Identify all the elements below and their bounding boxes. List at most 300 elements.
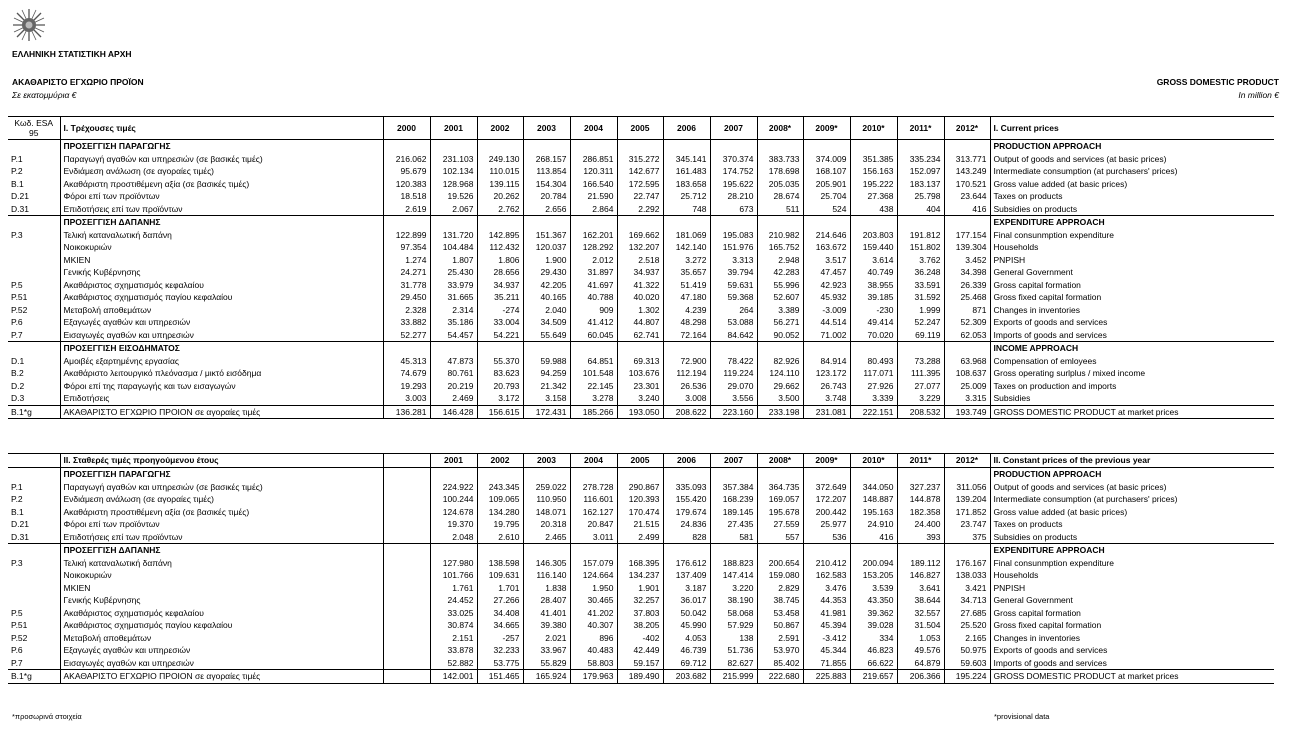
description-greek: Επιδοτήσεις επί των προϊόντων — [60, 203, 383, 216]
value-cell: 24.910 — [850, 518, 897, 531]
value-cell: 3.187 — [663, 582, 710, 595]
value-cell: 134.237 — [617, 569, 663, 582]
value-cell: 144.878 — [897, 493, 944, 506]
value-cell: 2.762 — [477, 203, 523, 216]
value-cell: 174.752 — [710, 165, 757, 178]
value-cell: 25.520 — [944, 619, 990, 632]
value-cell: 162.201 — [570, 229, 617, 242]
value-cell: 78.422 — [710, 355, 757, 368]
description-english: GROSS DOMESTIC PRODUCT at market prices — [990, 405, 1274, 419]
value-cell: 24.400 — [897, 518, 944, 531]
esa-code: P.5 — [11, 279, 23, 290]
value-cell: 327.237 — [897, 481, 944, 494]
esa-code: D.31 — [11, 203, 29, 214]
value-cell: 222.680 — [757, 670, 803, 684]
value-cell: 59.368 — [710, 291, 757, 304]
value-cell: 47.180 — [663, 291, 710, 304]
value-cell: 116.140 — [523, 569, 570, 582]
table-row — [8, 531, 1274, 544]
value-cell: 3.452 — [944, 254, 990, 267]
value-cell: 315.272 — [617, 153, 663, 166]
value-cell: 157.079 — [570, 557, 617, 570]
value-cell: 370.374 — [710, 153, 757, 166]
value-cell: 100.244 — [430, 493, 477, 506]
value-cell: 55.649 — [523, 329, 570, 342]
value-cell — [477, 544, 523, 557]
value-cell — [944, 544, 990, 557]
description-english: Changes in inventories — [993, 304, 1080, 315]
value-cell: 1.053 — [897, 632, 944, 645]
esa-code — [8, 140, 60, 153]
value-cell: 123.172 — [803, 367, 850, 380]
value-cell: 2.165 — [944, 632, 990, 645]
value-cell: 172.431 — [523, 405, 570, 419]
value-cell: 45.990 — [663, 619, 710, 632]
value-cell: 55.370 — [477, 355, 523, 368]
description-greek: ΑΚΑΘΑΡΙΣΤΟ ΕΓΧΩΡΙΟ ΠΡΟΙΟΝ σε αγοραίες τιμές — [60, 670, 383, 684]
value-cell: 2.465 — [523, 531, 570, 544]
year-header: 2010* — [850, 117, 897, 140]
description-greek: Ακαθάριστος σχηματισμός κεφαλαίου — [60, 607, 383, 620]
value-cell: 3.272 — [663, 254, 710, 267]
value-cell: 139.204 — [944, 493, 990, 506]
description-english: GROSS DOMESTIC PRODUCT at market prices — [990, 670, 1274, 684]
value-cell: 166.540 — [570, 178, 617, 191]
value-cell: 71.855 — [803, 657, 850, 670]
code-column-header: Κωδ. ESA 95 — [8, 117, 60, 140]
value-cell: 748 — [663, 203, 710, 216]
value-cell: 27.435 — [710, 518, 757, 531]
value-cell — [523, 468, 570, 481]
description-greek: Φόροι επί των προϊόντων — [60, 518, 383, 531]
value-cell: 47.873 — [430, 355, 477, 368]
value-cell: 147.414 — [710, 569, 757, 582]
value-cell — [710, 544, 757, 557]
value-cell: 159.080 — [757, 569, 803, 582]
value-cell: 120.393 — [617, 493, 663, 506]
value-cell — [430, 140, 477, 153]
value-cell: 200.654 — [757, 557, 803, 570]
value-cell — [383, 481, 430, 494]
value-cell: 23.301 — [617, 380, 663, 393]
value-cell: 2.864 — [570, 203, 617, 216]
value-cell: 23.747 — [944, 518, 990, 531]
value-cell: 55.829 — [523, 657, 570, 670]
description-english: EXPENDITURE APPROACH — [990, 544, 1274, 557]
value-cell — [430, 544, 477, 557]
description-english: PNPISH — [993, 254, 1026, 265]
value-cell: 80.761 — [430, 367, 477, 380]
value-cell — [617, 468, 663, 481]
esa-code — [8, 468, 60, 481]
value-cell — [944, 216, 990, 229]
value-cell: 351.385 — [850, 153, 897, 166]
value-cell: 53.458 — [757, 607, 803, 620]
value-cell: 72.164 — [663, 329, 710, 342]
value-cell: 2.591 — [757, 632, 803, 645]
value-cell — [617, 216, 663, 229]
value-cell: 53.970 — [757, 644, 803, 657]
value-cell — [570, 342, 617, 355]
description-english: Exports of goods and services — [993, 645, 1108, 655]
value-cell — [757, 342, 803, 355]
esa-code: P.7 — [11, 657, 23, 668]
value-cell: 176.612 — [663, 557, 710, 570]
value-cell: 25.704 — [803, 190, 850, 203]
value-cell — [663, 216, 710, 229]
table-row — [8, 481, 1274, 494]
value-cell: 2.292 — [617, 203, 663, 216]
value-cell — [663, 342, 710, 355]
value-cell: 404 — [897, 203, 944, 216]
value-cell: 153.205 — [850, 569, 897, 582]
unit-label-english: In million € — [1238, 90, 1279, 100]
unit-label-greek: Σε εκατομμύρια € — [12, 90, 77, 100]
value-cell: 120.311 — [570, 165, 617, 178]
table-row — [8, 316, 1274, 329]
organization-name: ΕΛΛΗΝΙΚΗ ΣΤΑΤΙΣΤΙΚΗ ΑΡΧΗ — [12, 49, 132, 59]
value-cell: 29.430 — [523, 266, 570, 279]
value-cell: 172.595 — [617, 178, 663, 191]
value-cell: 142.677 — [617, 165, 663, 178]
value-cell: 151.802 — [897, 241, 944, 254]
value-cell — [383, 644, 430, 657]
year-header: 2007 — [710, 454, 757, 468]
description-greek: Μεταβολή αποθεμάτων — [60, 304, 383, 317]
value-cell: 36.017 — [663, 594, 710, 607]
value-cell: 2.048 — [430, 531, 477, 544]
esa-code: B.1 — [11, 506, 24, 517]
value-cell — [383, 632, 430, 645]
table-row — [8, 229, 1274, 242]
value-cell: 45.313 — [383, 355, 430, 368]
value-cell: 210.412 — [803, 557, 850, 570]
description-greek: Γενικής Κυβέρνησης — [60, 266, 383, 279]
description-english: Gross value added (at basic prices) — [993, 506, 1128, 517]
value-cell: 31.665 — [430, 291, 477, 304]
value-cell: 70.020 — [850, 329, 897, 342]
description-english: Final consunmption expenditure — [993, 229, 1114, 240]
description-greek: ΠΡΟΣΕΓΓΙΣΗ ΠΑΡΑΓΩΓΗΣ — [60, 140, 383, 153]
value-cell: 146.428 — [430, 405, 477, 419]
value-cell: 3.641 — [897, 582, 944, 595]
year-header: 2004 — [570, 454, 617, 468]
value-cell: 42.923 — [803, 279, 850, 292]
value-cell: 33.967 — [523, 644, 570, 657]
table-row — [8, 518, 1274, 531]
value-cell: 59.631 — [710, 279, 757, 292]
description-english: Subsidies on products — [993, 203, 1078, 214]
description-greek: Γενικής Κυβέρνησης — [60, 594, 383, 607]
value-cell: 188.823 — [710, 557, 757, 570]
value-cell: 193.050 — [617, 405, 663, 419]
value-cell: 30.465 — [570, 594, 617, 607]
value-cell: 2.499 — [617, 531, 663, 544]
description-english: Output of goods and services (at basic prices) — [993, 481, 1167, 492]
value-cell — [663, 140, 710, 153]
value-cell: 97.354 — [383, 241, 430, 254]
value-cell: 154.304 — [523, 178, 570, 191]
value-cell: 112.432 — [477, 241, 523, 254]
value-cell: 45.932 — [803, 291, 850, 304]
value-cell: 1.806 — [477, 254, 523, 267]
value-cell: 203.803 — [850, 229, 897, 242]
value-cell: 26.536 — [663, 380, 710, 393]
value-cell: 511 — [757, 203, 803, 216]
value-cell: 3.500 — [757, 392, 803, 405]
value-cell: 1.950 — [570, 582, 617, 595]
esa-code: B.1*g — [8, 405, 60, 419]
value-cell: 208.532 — [897, 405, 944, 419]
esa-code — [8, 266, 60, 279]
year-header: 2008* — [757, 454, 803, 468]
value-cell — [383, 594, 430, 607]
value-cell: 52.882 — [430, 657, 477, 670]
value-cell — [477, 342, 523, 355]
table-row — [8, 619, 1274, 632]
value-cell: 38.745 — [757, 594, 803, 607]
value-cell: 50.867 — [757, 619, 803, 632]
table-row — [8, 392, 1274, 405]
value-cell: 1.901 — [617, 582, 663, 595]
value-cell — [383, 342, 430, 355]
table-row — [8, 657, 1274, 670]
value-cell: 38.190 — [710, 594, 757, 607]
value-cell: 44.353 — [803, 594, 850, 607]
value-cell: 193.749 — [944, 405, 990, 419]
year-header: 2006 — [663, 117, 710, 140]
description-greek: Εξαγωγές αγαθών και υπηρεσιών — [60, 316, 383, 329]
value-cell: 34.937 — [617, 266, 663, 279]
description-english: Imports of goods and services — [993, 329, 1107, 340]
value-cell: 2.656 — [523, 203, 570, 216]
value-cell: 171.852 — [944, 506, 990, 519]
value-cell: 2.067 — [430, 203, 477, 216]
value-cell: 62.053 — [944, 329, 990, 342]
value-cell: 3.339 — [850, 392, 897, 405]
value-cell: 110.950 — [523, 493, 570, 506]
year-header: 2005 — [617, 117, 663, 140]
value-cell: 37.803 — [617, 607, 663, 620]
value-cell: 172.207 — [803, 493, 850, 506]
description-english: Intermediate consumption (at purchasers' prices) — [993, 166, 1178, 176]
value-cell: 31.778 — [383, 279, 430, 292]
value-cell: 134.280 — [477, 506, 523, 519]
description-english: Output of goods and services (at basic prices) — [993, 153, 1167, 164]
value-cell — [803, 468, 850, 481]
value-cell: 2.619 — [383, 203, 430, 216]
value-cell: 28.674 — [757, 190, 803, 203]
value-cell: 1.900 — [523, 254, 570, 267]
value-cell — [710, 140, 757, 153]
value-cell: 3.517 — [803, 254, 850, 267]
value-cell: 524 — [803, 203, 850, 216]
value-cell — [383, 569, 430, 582]
value-cell — [897, 342, 944, 355]
value-cell: 195.678 — [757, 506, 803, 519]
value-cell — [383, 468, 430, 481]
value-cell — [944, 342, 990, 355]
value-cell: 34.408 — [477, 607, 523, 620]
description-greek: Ακαθάριστος σχηματισμός κεφαλαίου — [60, 279, 383, 292]
value-cell: 139.304 — [944, 241, 990, 254]
description-english: INCOME APPROACH — [990, 342, 1274, 355]
description-greek: Εισαγωγές αγαθών και υπηρεσιών — [60, 329, 383, 342]
description-english: Households — [993, 242, 1039, 252]
description-greek: Παραγωγή αγαθών και υπηρεσιών (σε βασικές τιμές) — [60, 481, 383, 494]
value-cell: 124.678 — [430, 506, 477, 519]
esa-code: P.52 — [11, 632, 28, 643]
table-row — [8, 190, 1274, 203]
value-cell: 19.370 — [430, 518, 477, 531]
value-cell: 224.922 — [430, 481, 477, 494]
year-header: 2003 — [523, 117, 570, 140]
value-cell: 143.249 — [944, 165, 990, 178]
esa-code: B.1 — [11, 178, 24, 189]
section-heading-row — [8, 216, 1274, 229]
year-header: 2000 — [383, 117, 430, 140]
value-cell — [757, 544, 803, 557]
value-cell: 108.637 — [944, 367, 990, 380]
value-cell: 50.975 — [944, 644, 990, 657]
description-greek: ΑΚΑΘΑΡΙΣΤΟ ΕΓΧΩΡΙΟ ΠΡΟΙΟΝ σε αγοραίες τιμές — [60, 405, 383, 419]
value-cell: 179.674 — [663, 506, 710, 519]
description-english: Compensation of emloyees — [993, 355, 1097, 366]
description-english: Gross capital formation — [993, 279, 1081, 290]
value-cell: 165.924 — [523, 670, 570, 684]
value-cell: 195.163 — [850, 506, 897, 519]
value-cell: 59.157 — [617, 657, 663, 670]
value-cell: 673 — [710, 203, 757, 216]
value-cell: 20.318 — [523, 518, 570, 531]
value-cell — [523, 216, 570, 229]
year-header: 2002 — [477, 117, 523, 140]
table-row — [8, 569, 1274, 582]
esa-code: P.51 — [11, 292, 28, 302]
value-cell: 871 — [944, 304, 990, 317]
value-cell: 138.598 — [477, 557, 523, 570]
value-cell: 216.062 — [383, 153, 430, 166]
description-english: Subsidies on products — [993, 531, 1078, 542]
value-cell: 42.283 — [757, 266, 803, 279]
value-cell — [383, 140, 430, 153]
value-cell — [430, 216, 477, 229]
value-cell: 32.557 — [897, 607, 944, 620]
value-cell: 54.457 — [430, 329, 477, 342]
value-cell: 2.948 — [757, 254, 803, 267]
section-title-greek: I. Τρέχουσες τιμές — [60, 117, 383, 140]
value-cell: 58.803 — [570, 657, 617, 670]
description-greek: Τελική καταναλωτική δαπάνη — [60, 229, 383, 242]
value-cell: 35.186 — [430, 316, 477, 329]
table-row — [8, 355, 1274, 368]
description-greek: Εξαγωγές αγαθών και υπηρεσιών — [60, 644, 383, 657]
value-cell: 104.484 — [430, 241, 477, 254]
value-cell: 41.202 — [570, 607, 617, 620]
value-cell — [570, 544, 617, 557]
description-english: Gross operating surlplus / mixed income — [993, 368, 1146, 378]
current-prices-table — [8, 116, 1274, 419]
value-cell: 181.069 — [663, 229, 710, 242]
footnote-english: *provisional data — [994, 712, 1050, 721]
value-cell: 20.262 — [477, 190, 523, 203]
year-header: 2004 — [570, 117, 617, 140]
value-cell: 27.077 — [897, 380, 944, 393]
description-greek: ΠΡΟΣΕΓΓΙΣΗ ΔΑΠΑΝΗΣ — [60, 544, 383, 557]
value-cell: 195.083 — [710, 229, 757, 242]
section-title-english: I. Current prices — [990, 117, 1274, 140]
value-cell — [383, 531, 430, 544]
description-greek: Φόροι επί των προϊόντων — [60, 190, 383, 203]
value-cell: 364.735 — [757, 481, 803, 494]
value-cell: 3.614 — [850, 254, 897, 267]
value-cell: 116.601 — [570, 493, 617, 506]
value-cell: -257 — [477, 632, 523, 645]
description-english: Taxes on products — [993, 519, 1063, 529]
description-greek: Ακαθάριστο λειτουργικό πλεόνασμα / μικτό εισόδημα — [60, 367, 383, 380]
value-cell: 25.712 — [663, 190, 710, 203]
value-cell — [944, 468, 990, 481]
section-heading-row — [8, 342, 1274, 355]
value-cell — [803, 342, 850, 355]
value-cell: 27.926 — [850, 380, 897, 393]
value-cell: 268.157 — [523, 153, 570, 166]
value-cell — [383, 582, 430, 595]
value-cell: 2.021 — [523, 632, 570, 645]
value-cell: 58.068 — [710, 607, 757, 620]
value-cell: 205.901 — [803, 178, 850, 191]
value-cell — [897, 468, 944, 481]
value-cell: 24.271 — [383, 266, 430, 279]
value-cell: 95.679 — [383, 165, 430, 178]
esa-code — [8, 216, 60, 229]
value-cell: 2.012 — [570, 254, 617, 267]
value-cell: 176.167 — [944, 557, 990, 570]
value-cell: 22.747 — [617, 190, 663, 203]
value-cell: 46.823 — [850, 644, 897, 657]
description-english: PRODUCTION APPROACH — [990, 468, 1274, 481]
value-cell: 169.057 — [757, 493, 803, 506]
value-cell — [803, 544, 850, 557]
value-cell: 54.221 — [477, 329, 523, 342]
value-cell — [663, 544, 710, 557]
table-row — [8, 241, 1274, 254]
value-cell — [897, 544, 944, 557]
value-cell: 57.929 — [710, 619, 757, 632]
value-cell: 27.266 — [477, 594, 523, 607]
value-cell: 69.119 — [897, 329, 944, 342]
value-cell: 4.053 — [663, 632, 710, 645]
value-cell: 286.851 — [570, 153, 617, 166]
year-header — [383, 454, 430, 468]
value-cell: 21.342 — [523, 380, 570, 393]
value-cell: 203.682 — [663, 670, 710, 684]
value-cell: 438 — [850, 203, 897, 216]
description-english: Intermediate consumption (at purchasers' prices) — [993, 494, 1178, 504]
value-cell — [477, 468, 523, 481]
value-cell: 200.442 — [803, 506, 850, 519]
year-header: 2003 — [523, 454, 570, 468]
description-greek: ΠΡΟΣΕΓΓΙΣΗ ΔΑΠΑΝΗΣ — [60, 216, 383, 229]
esa-code — [8, 342, 60, 355]
value-cell: 39.185 — [850, 291, 897, 304]
description-english: General Government — [993, 595, 1073, 605]
value-cell: 3.762 — [897, 254, 944, 267]
table-row — [8, 632, 1274, 645]
value-cell: 52.309 — [944, 316, 990, 329]
year-header: 2010* — [850, 454, 897, 468]
table-row — [8, 367, 1274, 380]
